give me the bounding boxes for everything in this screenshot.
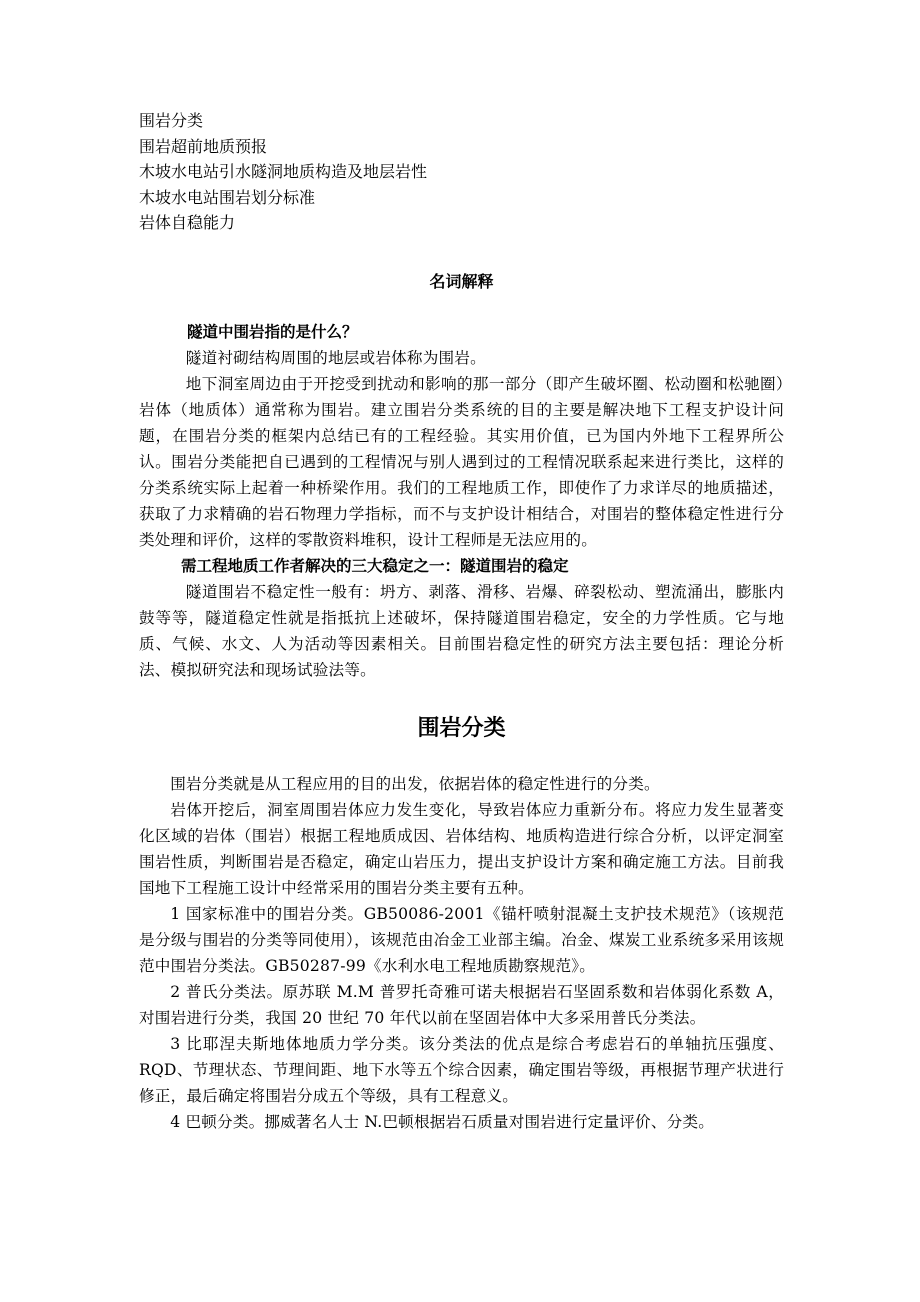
toc-item: 木坡水电站引水隧洞地质构造及地层岩性 <box>139 162 428 181</box>
list-paragraph: 4 巴顿分类。挪威著名人士 N.巴顿根据岩石质量对围岩进行定量评价、分类。 <box>170 1112 715 1131</box>
list-paragraph: 1 国家标准中的围岩分类。GB50086-2001《锚杆喷射混凝土支护技术规范》（该规范是分级与围岩的分类等同使用），该规范由冶金工业部主编。冶金、煤炭工业系统多采用该规范中围岩分类法。GB50287-99《水利水电工程地质勘察规范》。 <box>139 904 784 975</box>
toc-item: 围岩超前地质预报 <box>139 136 268 156</box>
toc-item: 木坡水电站围岩划分标准 <box>139 187 316 207</box>
question-heading: 需工程地质工作者解决的三大稳定之一：隧道围岩的稳定 <box>181 556 569 575</box>
list-paragraph: 2 普氏分类法。原苏联 M.M 普罗托奇雅可诺夫根据岩石坚固系数和岩体弱化系数 A，对围岩进行分类，我国 20 世纪 70 年代以前在坚固岩体中大多采用普氏分类法。 <box>139 982 784 1027</box>
toc-list <box>139 108 784 236</box>
document-page <box>139 108 784 1135</box>
chapter-heading: 围岩分类 <box>417 715 506 741</box>
toc-item: 岩体自稳能力 <box>139 213 236 232</box>
question-heading: 隧道中围岩指的是什么？ <box>187 322 358 341</box>
answer-paragraph: 隧道衬砌结构周围的地层或岩体称为围岩。 <box>185 348 486 367</box>
body-paragraph: 地下洞室周边由于开挖受到扰动和影响的那一部分（即产生破坏圈、松动圈和松驰圈）岩体（地质体）通常称为围岩。建立围岩分类系统的目的主要是解决地下工程支护设计问题，在围岩分类的框架内总结已有的工程经验。其实用价值，已为国内外地下工程界所公认。围岩分类能把自已遇到的工程情况与别人遇到过的工程情况联系起来进行类比，这样的分类系统实际上起着一种桥梁作用。我们的工程地质工作，即使作了力求详尽的地质描述，获取了力求精确的岩石物理力学指标，而不与支护设计相结合，对围岩的整体稳定性进行分类处理和评价，这样的零散资料堆积，设计工程师是无法应用的。 <box>139 374 784 549</box>
body-paragraph: 围岩分类就是从工程应用的目的出发，依据岩体的稳定性进行的分类。 <box>170 774 660 793</box>
toc-item: 围岩分类 <box>139 111 204 130</box>
section-heading: 名词解释 <box>429 271 494 291</box>
list-paragraph: 3 比耶涅夫斯地体地质力学分类。该分类法的优点是综合考虑岩石的单轴抗压强度、RQD、节理状态、节理间距、地下水等五个综合因素，确定围岩等级，再根据节理产状进行修正，最后确定将围岩分成五个等级，具有工程意义。 <box>139 1034 784 1105</box>
body-paragraph: 隧道围岩不稳定性一般有：坍方、剥落、滑移、岩爆、碎裂松动、塑流涌出，膨胀内鼓等等，隧道稳定性就是指抵抗上述破坏，保持隧道围岩稳定，安全的力学性质。它与地质、气候、水文、人为活动等因素相关。目前围岩稳定性的研究方法主要包括：理论分析法、模拟研究法和现场试验法等。 <box>139 582 784 679</box>
body-paragraph: 岩体开挖后，洞室周围岩体应力发生变化，导致岩体应力重新分布。将应力发生显著变化区域的岩体（围岩）根据工程地质成因、岩体结构、地质构造进行综合分析，以评定洞室围岩性质，判断围岩是否稳定，确定山岩压力，提出支护设计方案和确定施工方法。目前我国地下工程施工设计中经常采用的围岩分类主要有五种。 <box>139 800 784 897</box>
